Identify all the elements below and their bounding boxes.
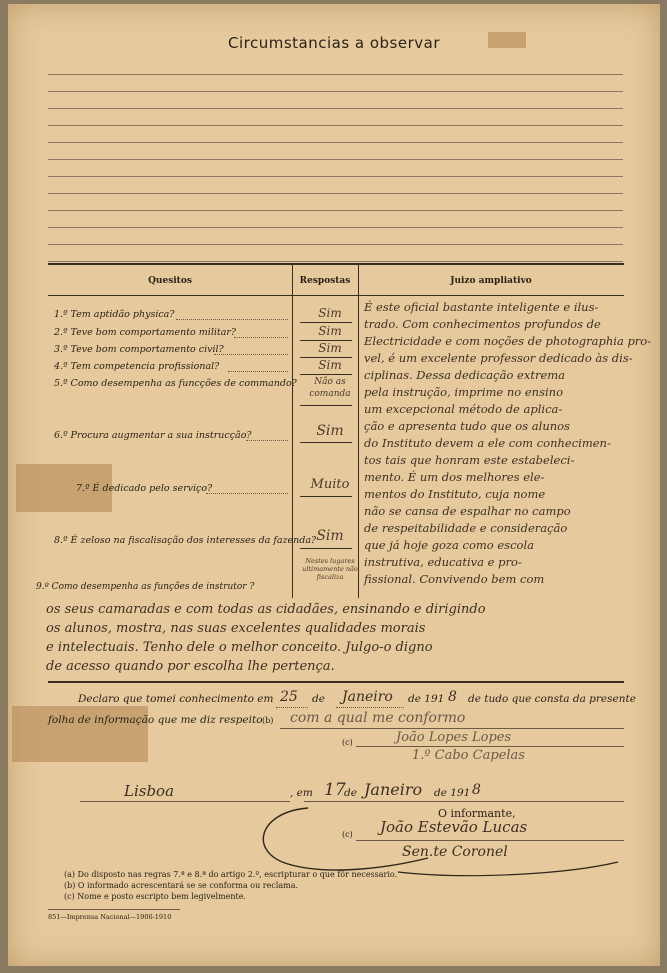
juizo-line: vel, é um excelente professor dedicado às dis- (364, 351, 633, 365)
answer-6: Sim (316, 423, 344, 439)
juizo-line: trado. Com conhecimentos profundos de (364, 317, 601, 331)
footnote-c: (c) Nome e posto escripto bem legivelmente. (64, 892, 246, 901)
observation-line (48, 91, 623, 92)
observation-line (48, 74, 623, 75)
answer-sep-8 (300, 548, 352, 549)
juizo-continuation-line: de acesso quando por escolha lhe pertença. (46, 659, 335, 674)
date-day: 17 (324, 780, 346, 800)
declaration-conform: com a qual me conformo (290, 710, 466, 726)
juizo-line: Electricidade e com noções de photographia pro- (364, 334, 652, 348)
juizo-line: de respeitabilidade e consideração (364, 521, 568, 535)
juizo-line: fissional. Convivendo bem com (364, 572, 545, 586)
declaration-text-c: de 191 (408, 693, 445, 705)
leader-6 (246, 440, 288, 441)
signature-line (356, 840, 624, 841)
place-text-em: , em (290, 787, 313, 799)
signature-name: João Estevão Lucas (380, 818, 528, 836)
answer-sep-5 (300, 405, 352, 406)
question-7: 7.º É dedicado pelo serviço? (76, 483, 213, 494)
juizo-line: instrutiva, educativa e pro- (364, 555, 522, 569)
signature-rank: Sen.te Coronel (402, 844, 508, 860)
question-8: 8.º É zeloso na fiscalisação dos interesses da fazenda? (54, 535, 317, 546)
juizo-line: tos tais que honram este estabeleci- (364, 453, 575, 467)
date-month: Janeiro (364, 780, 423, 799)
declaration-text-d: de tudo que consta da presente (468, 693, 636, 705)
question-2: 2.º Teve bom comportamento militar? (54, 327, 237, 338)
juizo-line: É este oficial bastante inteligente e ilus- (364, 300, 599, 314)
declaration-name: João Lopes Lopes (396, 730, 512, 745)
footnote-a: (a) Do disposto nas regras 7.ª e 8.ª do artigo 2.º, escripturar o que fôr necessario. (64, 870, 398, 879)
signature-ref-c: (c) (342, 830, 353, 839)
juizo-line: não se cansa de espalhar no campo (364, 504, 571, 518)
date-year-digit: 8 (472, 782, 481, 798)
declaration-ref-c: (c) (342, 738, 353, 747)
juizo-continuation-line: os seus camaradas e com todas as cidadães, ensinando e dirigindo (46, 602, 486, 617)
declaration-name-line (356, 746, 624, 747)
juizo-line: pela instrução, imprime no ensino (364, 385, 563, 399)
answer-7: Muito (310, 477, 350, 492)
answer-sep-4 (300, 374, 352, 375)
date-text-de: de (344, 787, 357, 799)
observation-line (48, 261, 623, 262)
juizo-line: ção e apresenta tudo que os alunos (364, 419, 570, 433)
declaration-month-line (336, 707, 404, 708)
leader-2 (234, 337, 288, 338)
question-5: 5.º Como desempenha as funcções de commando? (54, 378, 297, 389)
leader-3 (214, 354, 288, 355)
answer-2: Sim (318, 324, 342, 338)
declaration-text-b: de (312, 693, 325, 705)
juizo-line: mentos do Instituto, cuja nome (364, 487, 546, 501)
juizo-line: do Instituto devem a ele com conhecimen- (364, 436, 611, 450)
declaration-day-line (276, 707, 308, 708)
juizo-continuation-line: e intelectuais. Tenho dele o melhor conceito. Julgo-o digno (46, 640, 433, 655)
date-text-year: de 191 (434, 787, 471, 799)
header-juizo: Juizo ampliativo (450, 276, 532, 286)
declaration-text-a: Declaro que tomei conhecimento em (78, 693, 274, 705)
place: Lisboa (124, 782, 175, 800)
question-1: 1.º Tem aptidão physica? (54, 309, 175, 320)
answer-sep-7 (300, 496, 352, 497)
observation-line (48, 244, 623, 245)
observation-line (48, 142, 623, 143)
juizo-line: ciplinas. Dessa dedicação extrema (364, 368, 566, 382)
document-sheet (8, 4, 660, 966)
question-6: 6.º Procura augmentar a sua instrucção? (54, 430, 252, 441)
declaration-month: Janeiro (342, 689, 393, 705)
declaration-day: 25 (280, 689, 298, 705)
observation-line (48, 227, 623, 228)
informante-label: O informante, (438, 807, 516, 820)
table-header-border (48, 295, 624, 296)
observation-line (48, 176, 623, 177)
answer-sep-6 (300, 442, 352, 443)
answer-sep-1 (300, 322, 352, 323)
leader-1 (176, 319, 288, 320)
answer-5: Não as comanda (309, 377, 351, 399)
answer-4: Sim (318, 358, 342, 372)
declaration-conform-line (280, 728, 624, 729)
observation-line (48, 210, 623, 211)
observation-line (48, 125, 623, 126)
declaration-text-e: folha de informação que me diz respeito (48, 714, 263, 726)
imprint-rule (48, 909, 180, 910)
answer-9: Nestes lugares ultimamente não fiscaliza (302, 557, 358, 581)
juizo-line: que já hoje goza como escola (364, 538, 534, 552)
imprint: 851—Imprensa Nacional—1906-1910 (48, 913, 172, 921)
question-9: 9.º Como desempenha as funções de instrutor ? (36, 582, 255, 592)
question-4: 4.º Tem competencia profissional? (54, 361, 220, 372)
page-title: Circumstancias a observar (227, 34, 441, 52)
observation-line (48, 108, 623, 109)
juizo-end-rule (48, 681, 624, 683)
column-divider-1 (292, 264, 293, 598)
header-respostas: Respostas (299, 276, 351, 286)
observation-line (48, 159, 623, 160)
question-3: 3.º Teve bom comportamento civil? (54, 344, 224, 355)
juizo-continuation-line: os alunos, mostra, nas suas excelentes qualidades morais (46, 621, 426, 636)
observation-line (48, 193, 623, 194)
declaration-rank: 1.º Cabo Capelas (412, 748, 525, 763)
footnote-b: (b) O informado acrescentará se se conforma ou reclama. (64, 881, 299, 890)
juizo-line: mento. É um dos melhores ele- (364, 470, 545, 484)
answer-1: Sim (318, 306, 342, 320)
answer-8: Sim (316, 528, 344, 544)
declaration-year-digit: 8 (448, 689, 457, 705)
table-top-border (48, 263, 624, 265)
header-quesitos: Quesitos (148, 276, 192, 286)
answer-3: Sim (318, 341, 342, 355)
declaration-ref-b: (b) (262, 716, 274, 725)
leader-7 (206, 493, 288, 494)
juizo-line: um excepcional método de aplica- (364, 402, 563, 416)
leader-4 (228, 371, 288, 372)
